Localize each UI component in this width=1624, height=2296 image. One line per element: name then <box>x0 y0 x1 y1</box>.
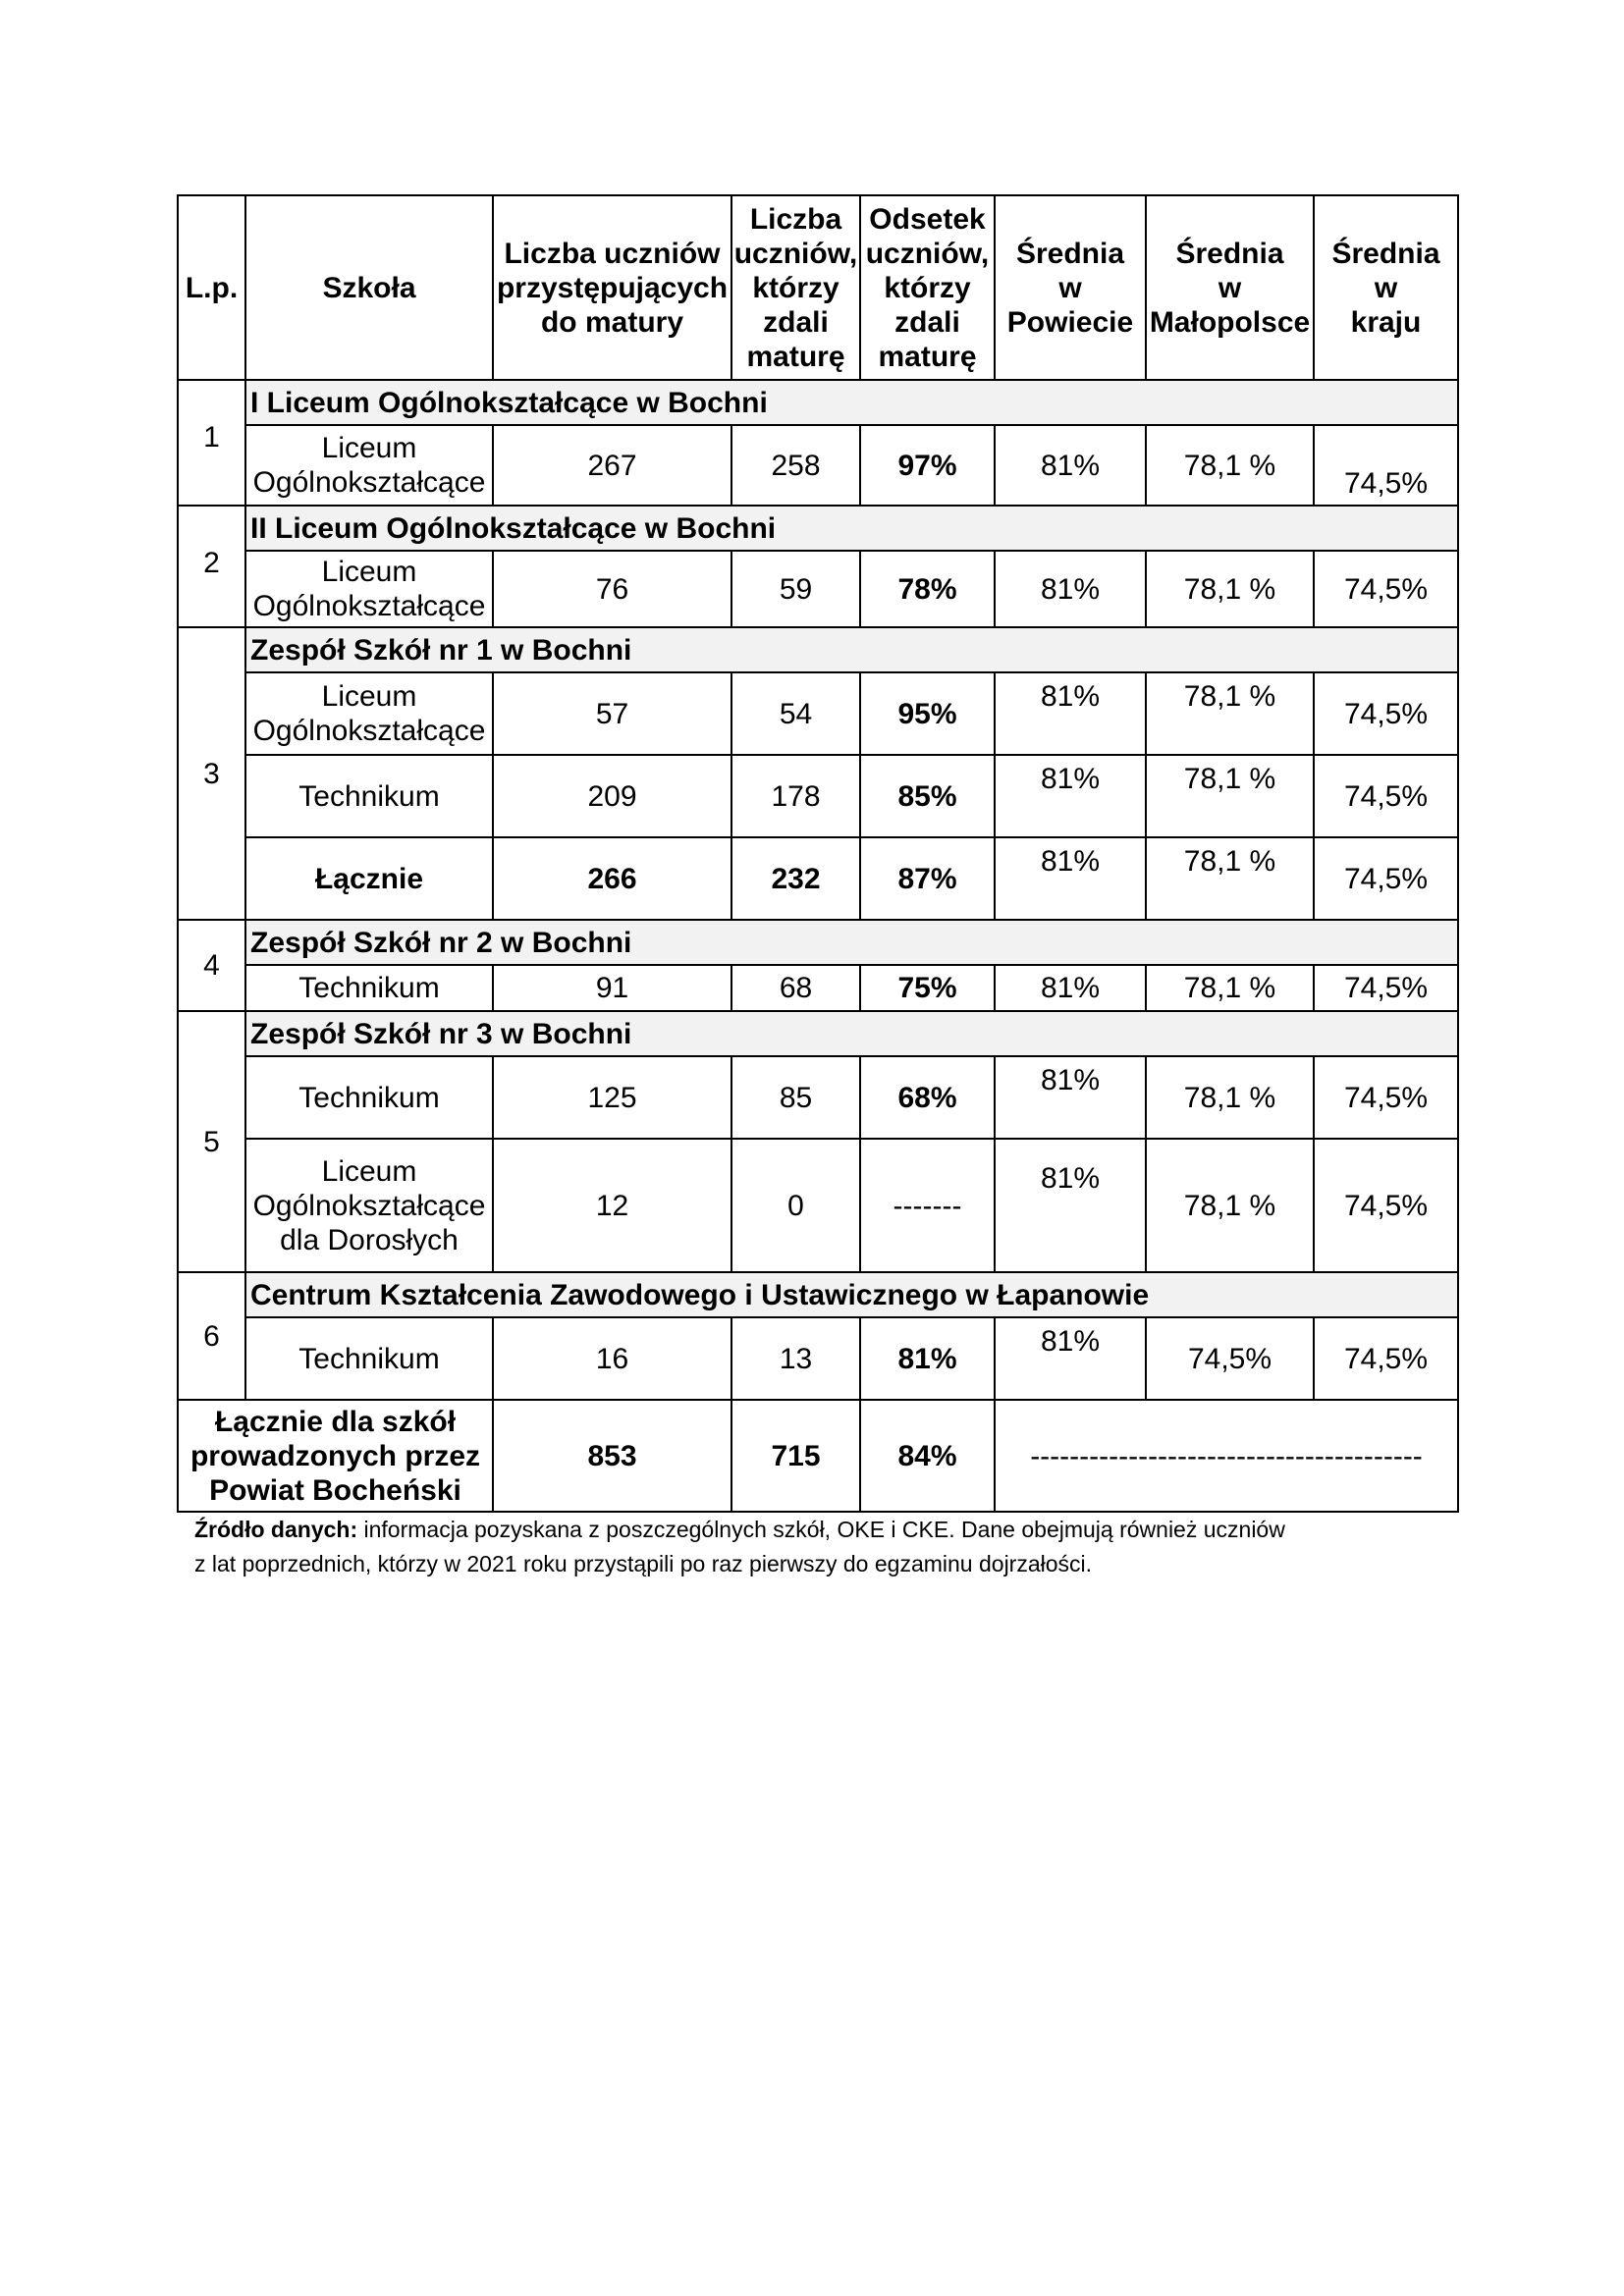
passed-cell: 54 <box>731 672 860 755</box>
passed-cell: 59 <box>731 551 860 627</box>
table-row <box>178 1056 1458 1139</box>
source-text-line1: informacja pozyskana z poszczególnych szkół, OKE i CKE. Dane obejmują również uczniów <box>357 1517 1285 1542</box>
pct-cell: 97% <box>860 425 995 506</box>
school-name: Zespół Szkół nr 2 w Bochni <box>245 920 1458 965</box>
passed-cell: 68 <box>731 965 860 1011</box>
lp-cell: 4 <box>178 920 245 1011</box>
passed-cell: 0 <box>731 1139 860 1272</box>
header-lp: L.p. <box>178 195 245 380</box>
header-school: Szkoła <box>245 195 493 380</box>
table-row <box>178 1317 1458 1400</box>
powiat-cell: 81% <box>995 1056 1146 1139</box>
school-row <box>178 380 1458 425</box>
taking-cell: 76 <box>493 551 731 627</box>
taking-cell: 12 <box>493 1139 731 1272</box>
passed-cell: 258 <box>731 425 860 506</box>
powiat-cell: 81% <box>995 1139 1146 1272</box>
malopolska-cell: 74,5% <box>1146 1317 1314 1400</box>
table-row <box>178 1139 1458 1272</box>
school-type: Liceum Ogólnokształcące dla Dorosłych <box>245 1139 493 1272</box>
school-name: Zespół Szkół nr 3 w Bochni <box>245 1011 1458 1056</box>
total-passed: 715 <box>731 1400 860 1512</box>
matura-results-table <box>177 194 1459 1513</box>
kraj-cell: 74,5% <box>1314 837 1458 920</box>
lp-cell: 5 <box>178 1011 245 1272</box>
kraj-cell: 74,5% <box>1314 672 1458 755</box>
total-label: Łącznie dla szkół prowadzonych przez Powiat Bocheński <box>178 1400 493 1512</box>
source-label: Źródło danych: <box>194 1517 358 1542</box>
header-pct-passed: Odsetek uczniów, którzy zdali maturę <box>860 195 995 380</box>
school-type: Liceum Ogólnokształcące <box>245 425 493 506</box>
school-row <box>178 1272 1458 1317</box>
total-pct: 84% <box>860 1400 995 1512</box>
pct-cell: ------- <box>860 1139 995 1272</box>
powiat-cell: 81% <box>995 965 1146 1011</box>
school-type: Technikum <box>245 755 493 837</box>
kraj-cell: 74,5% <box>1314 755 1458 837</box>
table-row <box>178 965 1458 1011</box>
powiat-cell: 81% <box>995 837 1146 920</box>
kraj-cell: 74,5% <box>1314 1317 1458 1400</box>
pct-cell: 95% <box>860 672 995 755</box>
passed-cell: 13 <box>731 1317 860 1400</box>
powiat-cell: 81% <box>995 755 1146 837</box>
kraj-cell: 74,5% <box>1314 965 1458 1011</box>
total-averages-dashes: ---------------------------------------- <box>995 1400 1458 1512</box>
malopolska-cell: 78,1 % <box>1146 1056 1314 1139</box>
malopolska-cell: 78,1 % <box>1146 965 1314 1011</box>
school-type: Technikum <box>245 965 493 1011</box>
source-note <box>194 1513 1441 1581</box>
table-row <box>178 425 1458 506</box>
powiat-cell: 81% <box>995 1317 1146 1400</box>
school-type: Liceum Ogólnokształcące <box>245 551 493 627</box>
malopolska-cell: 78,1 % <box>1146 837 1314 920</box>
passed-cell: 178 <box>731 755 860 837</box>
school-row <box>178 506 1458 551</box>
school-name: Zespół Szkół nr 1 w Bochni <box>245 627 1458 672</box>
powiat-cell: 81% <box>995 672 1146 755</box>
pct-cell: 75% <box>860 965 995 1011</box>
kraj-cell: 74,5% <box>1314 425 1458 506</box>
taking-cell: 91 <box>493 965 731 1011</box>
pct-cell: 85% <box>860 755 995 837</box>
taking-cell: 209 <box>493 755 731 837</box>
header-count-passed: Liczba uczniów, którzy zdali maturę <box>731 195 860 380</box>
school-type: Technikum <box>245 1056 493 1139</box>
header-avg-powiat: Średnia w Powiecie <box>995 195 1146 380</box>
total-taking: 853 <box>493 1400 731 1512</box>
source-text-line2: z lat poprzednich, którzy w 2021 roku przystąpili po raz pierwszy do egzaminu dojrzałości. <box>194 1551 1093 1576</box>
malopolska-cell: 78,1 % <box>1146 755 1314 837</box>
lp-cell: 2 <box>178 506 245 627</box>
school-name: II Liceum Ogólnokształcące w Bochni <box>245 506 1458 551</box>
header-avg-malopolska: Średnia w Małopolsce <box>1146 195 1314 380</box>
taking-cell: 267 <box>493 425 731 506</box>
taking-cell: 16 <box>493 1317 731 1400</box>
pct-cell: 81% <box>860 1317 995 1400</box>
kraj-cell: 74,5% <box>1314 1139 1458 1272</box>
pct-cell: 78% <box>860 551 995 627</box>
table-row <box>178 672 1458 755</box>
school-name: Centrum Kształcenia Zawodowego i Ustawicznego w Łapanowie <box>245 1272 1458 1317</box>
table-row <box>178 755 1458 837</box>
powiat-cell: 81% <box>995 425 1146 506</box>
taking-cell: 125 <box>493 1056 731 1139</box>
lp-cell: 6 <box>178 1272 245 1400</box>
total-row <box>178 1400 1458 1512</box>
taking-cell: 57 <box>493 672 731 755</box>
header-count-taking: Liczba uczniów przystępujących do matury <box>493 195 731 380</box>
table-row <box>178 837 1458 920</box>
lp-cell: 1 <box>178 380 245 506</box>
school-row <box>178 627 1458 672</box>
header-avg-kraj: Średnia w kraju <box>1314 195 1458 380</box>
powiat-cell: 81% <box>995 551 1146 627</box>
kraj-cell: 74,5% <box>1314 1056 1458 1139</box>
kraj-cell: 74,5% <box>1314 551 1458 627</box>
school-type: Technikum <box>245 1317 493 1400</box>
malopolska-cell: 78,1 % <box>1146 1139 1314 1272</box>
school-row <box>178 920 1458 965</box>
table-row <box>178 551 1458 627</box>
passed-cell: 232 <box>731 837 860 920</box>
malopolska-cell: 78,1 % <box>1146 551 1314 627</box>
lp-cell: 3 <box>178 627 245 920</box>
school-row <box>178 1011 1458 1056</box>
malopolska-cell: 78,1 % <box>1146 425 1314 506</box>
taking-cell: 266 <box>493 837 731 920</box>
document <box>177 194 1457 1581</box>
pct-cell: 87% <box>860 837 995 920</box>
school-type: Łącznie <box>245 837 493 920</box>
passed-cell: 85 <box>731 1056 860 1139</box>
school-type: Liceum Ogólnokształcące <box>245 672 493 755</box>
malopolska-cell: 78,1 % <box>1146 672 1314 755</box>
school-name: I Liceum Ogólnokształcące w Bochni <box>245 380 1458 425</box>
pct-cell: 68% <box>860 1056 995 1139</box>
header-row <box>178 195 1458 380</box>
